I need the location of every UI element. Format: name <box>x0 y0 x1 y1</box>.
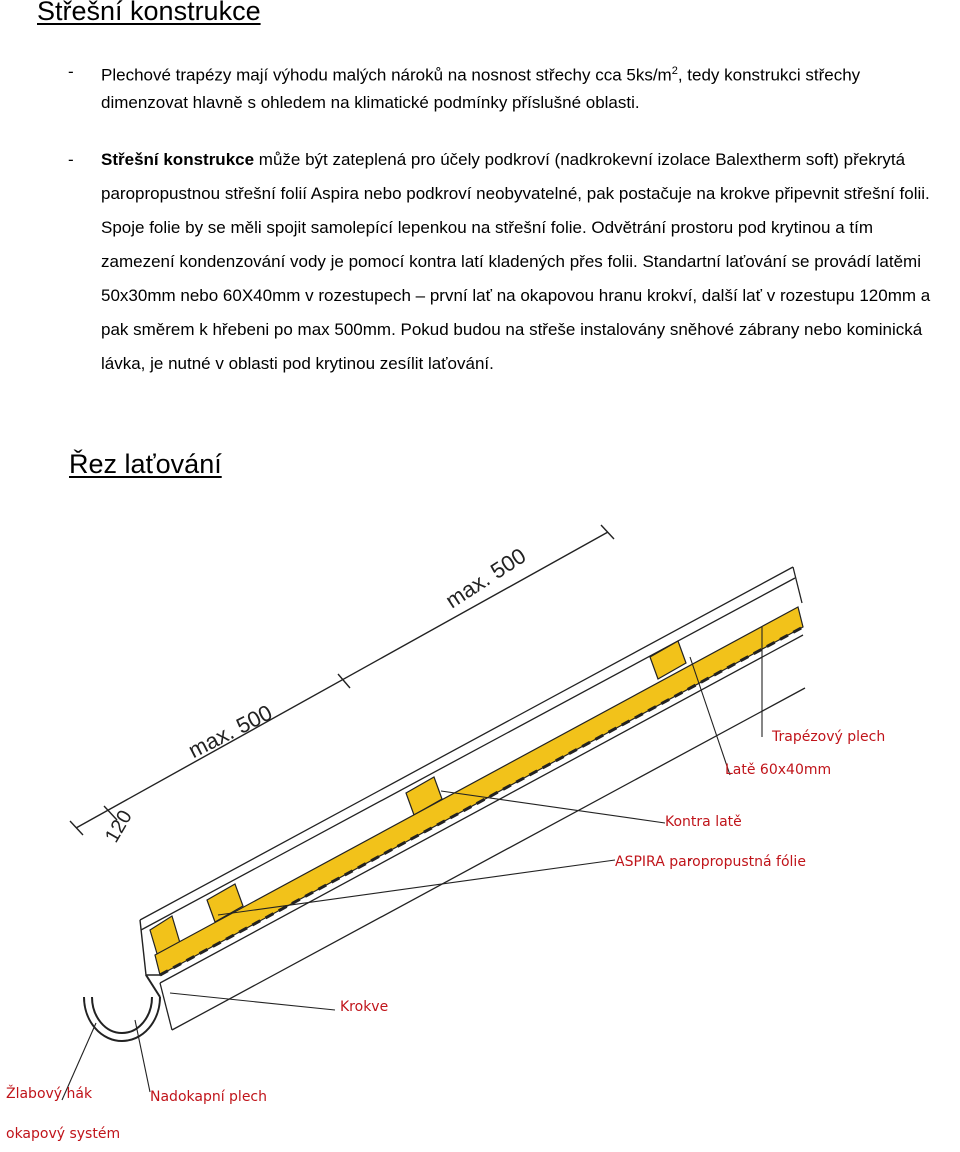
bullet-text <box>101 58 948 116</box>
aspira-foil <box>160 627 803 975</box>
label-trapezovy-plech: Trapézový plech <box>772 729 886 745</box>
section-title: Řez laťování <box>69 449 222 479</box>
bullet-text-part: , tedy konstrukci střechy dimenzovat hlavně s ohledem na klimatické podmínky příslušné oblasti. <box>101 65 861 112</box>
dimension-label-120: 120 <box>101 806 137 847</box>
dimension-label-max-500-lower: max. 500 <box>184 699 277 764</box>
rafter <box>160 635 805 1030</box>
bullet-dash: - <box>68 150 74 169</box>
superscript: 2 <box>671 65 678 77</box>
bullet-text-part: může být zateplená pro účely podkroví (nadkrokevní izolace Balextherm soft) překrytá paropropustnou střešní folií Aspira nebo podkroví neobyvatelné, pak postačuje na krokve připevnit střešní folii. Spoje folie by se měli spojit samolepící lepenkou na střešní folie. Odvětrání prostoru pod krytinou a tím zamezení kondenzování vody je pomocí kontra latí kladených přes folii. Standartní laťování se provádí latěmi 50x30mm nebo 60X40mm v rozestupech – první lať na okapovou hranu krokví, další lať v rozestupu 120mm a pak směrem k hřebeni po max 500mm. Pokud budou na střeše instalovány sněhové zábrany nebo kominická lávka, je nutné v oblasti pod krytinou zesílit laťování. <box>101 150 931 373</box>
label-okapovy-system: okapový systém <box>6 1126 121 1142</box>
bullet-paragraph-1 <box>68 58 948 116</box>
bullet-paragraph-2 <box>68 143 948 381</box>
roof-section-diagram <box>0 505 960 1147</box>
label-zlabovy-hak: Žlabový hák <box>6 1086 93 1102</box>
label-nadokapni-plech: Nadokapní plech <box>150 1089 268 1105</box>
roof-section-drawing <box>0 505 960 1147</box>
dimension-line <box>70 525 614 835</box>
battens <box>150 641 686 957</box>
dimension-label-max-500-upper: max. 500 <box>440 542 531 614</box>
counter-batten <box>155 607 803 975</box>
bullet-text <box>101 143 948 381</box>
label-kontra-late: Kontra latě <box>665 814 742 830</box>
page-title: Střešní konstrukce <box>37 0 261 26</box>
gutter <box>84 975 160 1041</box>
bullet-text-part: Plechové trapézy mají výhodu malých nároků na nosnost střechy cca 5ks/m <box>101 65 672 85</box>
label-late: Latě 60x40mm <box>725 762 832 778</box>
label-krokve: Krokve <box>340 999 389 1015</box>
bullet-dash: - <box>68 62 74 81</box>
bold-term: Střešní konstrukce <box>101 150 255 169</box>
trapezoidal-sheet <box>140 567 802 930</box>
label-aspira: ASPIRA paropropustná fólie <box>615 854 806 870</box>
